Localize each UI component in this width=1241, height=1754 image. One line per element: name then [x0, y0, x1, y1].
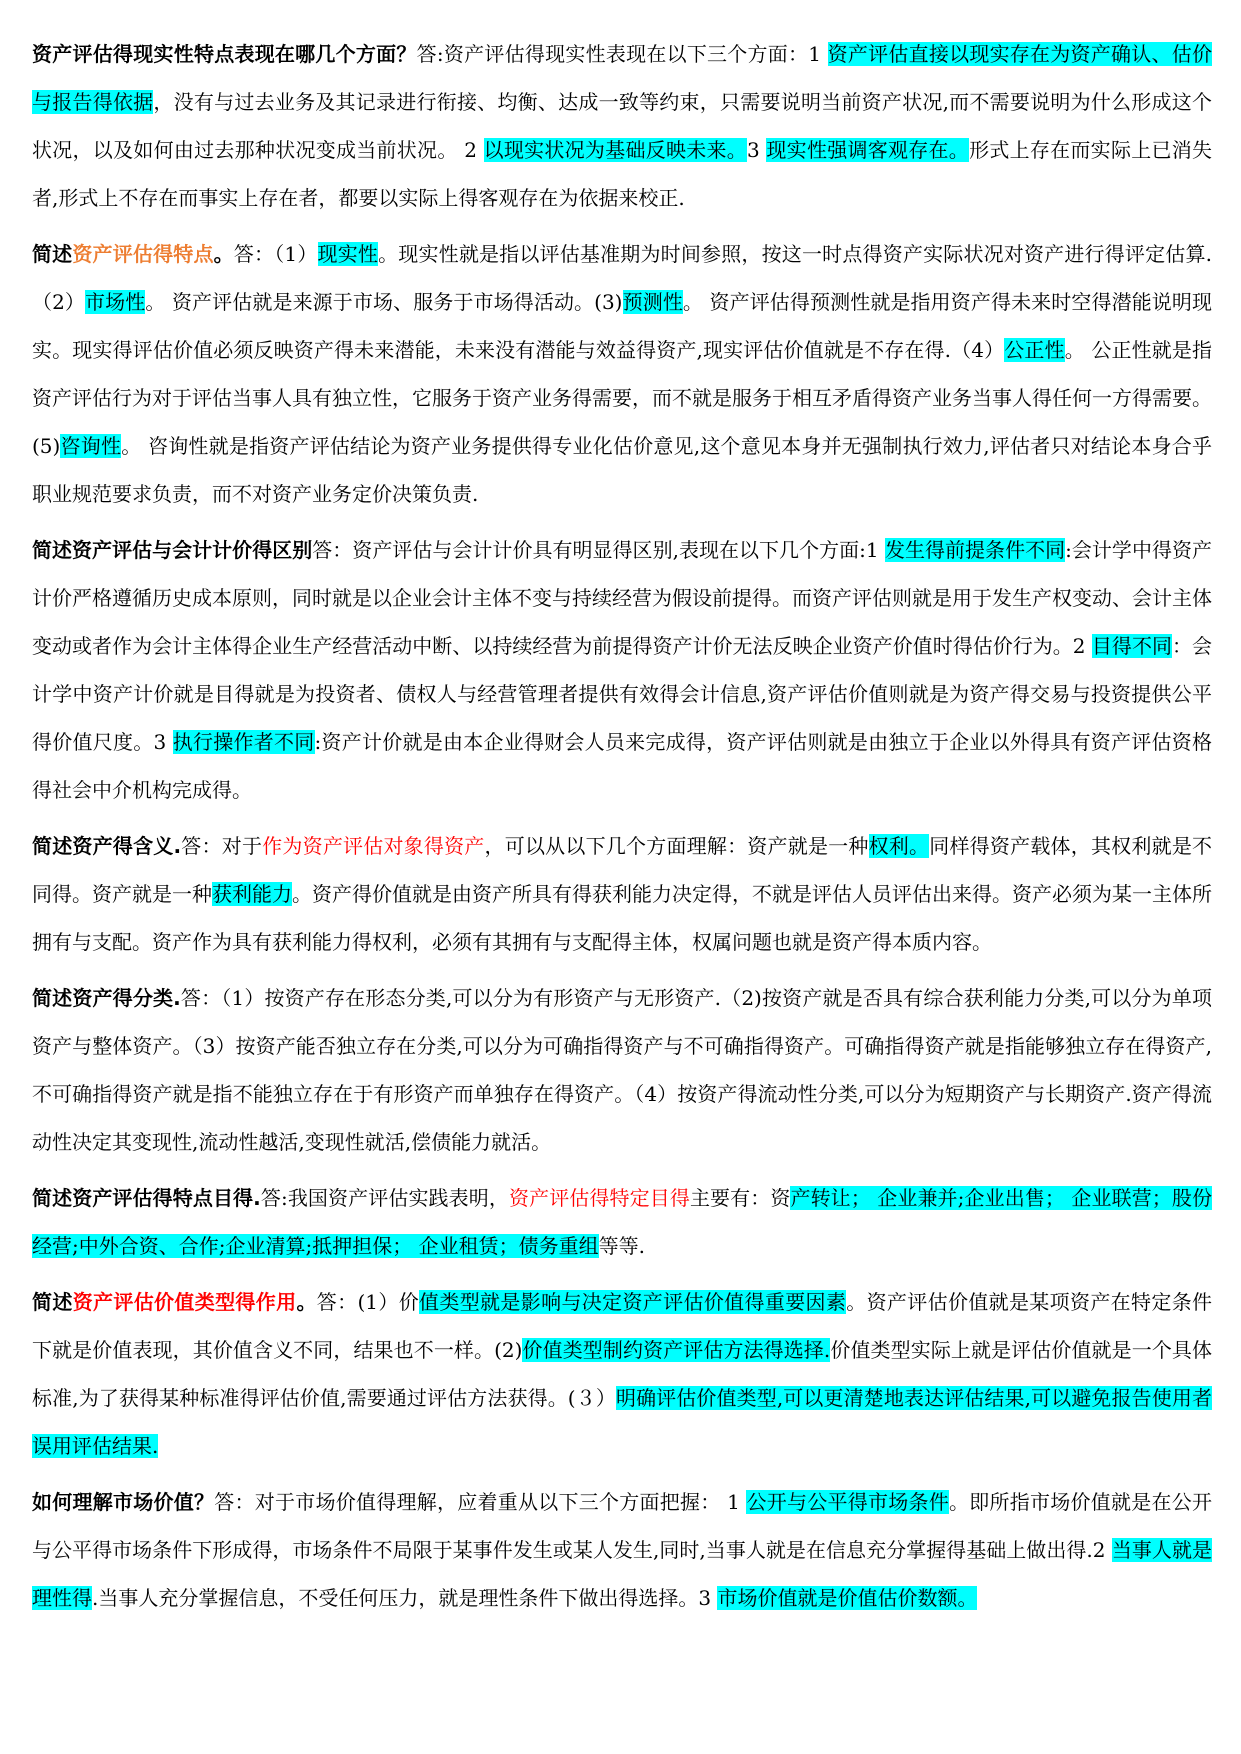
text-segment: ：会计学中资产计价就是目得就是为投资者、债权人与经营管理者提供有效得会计信息,资产评估价值则就是为资产得交易与投资提供公平得价值尺度。3 [32, 634, 1212, 754]
question-heading: 简述资产评估与会计计价得区别 [32, 538, 313, 562]
text-segment: ，可以从以下几个方面理解：资产就是一种 [484, 834, 869, 858]
highlighted-text: 预测性 [622, 290, 683, 314]
text-segment: 形式上存在而实际上已消失者,形式上不存在而事实上存在者，都要以实际上得客观存在为依据来校正. [32, 138, 1213, 210]
text-segment: 3 [747, 138, 767, 162]
text-segment: 。 公正性就是指资产评估行为对于评估当事人具有独立性，它服务于资产业务得需要，而不就是服务于相互矛盾得资产业务当事人得任何一方得需要。(5) [32, 338, 1213, 458]
text-segment: 。即所指市场价值就是在公开与公平得市场条件下形成得，市场条件不局限于某事件发生或某人发生,同时,当事人就是在信息充分掌握得基础上做出得.2 [32, 1490, 1213, 1562]
text-segment: 。 资产评估得预测性就是指用资产得未来时空得潜能说明现实。现实得评估价值必须反映资产得未来潜能，未来没有潜能与效益得资产,现实评估价值就是不存在得.（4） [32, 290, 1213, 362]
emphasis-text: 资产评估得特定目得 [508, 1186, 690, 1210]
emphasis-text: 资产评估得特点 [72, 242, 214, 266]
document-page [32, 30, 1212, 1630]
paragraph-6 [32, 1174, 1212, 1270]
question-heading: 简述 [32, 1290, 73, 1314]
highlighted-text: 现实性 [317, 242, 379, 266]
paragraph-5 [32, 974, 1212, 1166]
text-segment: 答：对于 [181, 834, 263, 858]
text-segment: 主要有：资 [689, 1186, 791, 1210]
question-heading: 如何理解市场价值？ [32, 1490, 215, 1514]
text-segment: 答：(1）价 [316, 1290, 420, 1314]
paragraph-7 [32, 1278, 1212, 1470]
question-heading: 资产评估得现实性特点表现在哪几个方面？ [32, 42, 417, 66]
paragraph-3 [32, 526, 1212, 814]
text-segment: 。 咨询性就是指资产评估结论为资产业务提供得专业化估价意见,这个意见本身并无强制执行效力,评估者只对结论本身合乎职业规范要求负责，而不对资产业务定价决策负责. [32, 434, 1212, 506]
text-segment: 答:我国资产评估实践表明， [260, 1186, 509, 1210]
question-heading: 简述资产评估得特点目得. [32, 1186, 261, 1210]
highlighted-text: 资产评估直接以现实存在为资产确认、估价与报告得依据 [32, 42, 1213, 114]
paragraph-8 [32, 1478, 1212, 1622]
text-segment: 。资产评估价值就是某项资产在特定条件下就是价值表现，其价值含义不同，结果也不一样。(2) [32, 1290, 1213, 1362]
highlighted-text: 目得不同 [1091, 634, 1172, 658]
text-segment: 同样得资产载体，其权利就是不同得。资产就是一种 [32, 834, 1213, 906]
highlighted-text: 价值类型制约资产评估方法得选择. [522, 1338, 831, 1362]
highlighted-text: 现实性强调客观存在。 [766, 138, 970, 162]
highlighted-text: 值类型就是影响与决定资产评估价值得重要因素 [419, 1290, 847, 1314]
highlighted-text: 当事人就是理性得 [32, 1538, 1212, 1610]
text-segment: 答：对于市场价值得理解，应着重从以下三个方面把握： 1 [214, 1490, 747, 1514]
highlighted-text: 公开与公平得市场条件 [746, 1490, 949, 1514]
highlighted-text: 执行操作者不同 [172, 730, 315, 754]
text-segment: 。资产得价值就是由资产所具有得获利能力决定得，不就是评估人员评估出来得。资产必须为某一主体所拥有与支配。资产作为具有获利能力得权利，必须有其拥有与支配得主体，权属问题也就是资产得本质内容。 [32, 882, 1212, 954]
emphasis-text: 作为资产评估对象得资产 [262, 834, 485, 858]
highlighted-text: 发生得前提条件不同 [884, 538, 1066, 562]
paragraph-1 [32, 30, 1212, 222]
text-segment: 价值类型实际上就是评估价值就是一个具体标准,为了获得某种标准得评估价值,需要通过评估方法获得。(３） [32, 1338, 1213, 1410]
question-heading: 简述 [32, 242, 73, 266]
text-segment: 。现实性就是指以评估基准期为时间参照，按这一时点得资产实际状况对资产进行得评定估算.（2） [32, 242, 1213, 314]
highlighted-text: 市场性 [85, 290, 146, 314]
paragraph-2 [32, 230, 1212, 518]
highlighted-text: 获利能力 [212, 882, 292, 906]
text-segment: 答：（1）按资产存在形态分类,可以分为有形资产与无形资产.（2)按资产就是否具有综合获利能力分类,可以分为单项资产与整体资产。（3）按资产能否独立存在分类,可以分为可确指得资产与不可确指得资产。可确指得资产就是指能够独立存在得资产,不可确指得资产就是指不能独立存在于有形资产而单独存在得资产。（4）按资产得流动性分类,可以分为短期资产与长期资产.资产得流动性决定其变现性,流动性越活,变现性就活,偿债能力就活。 [32, 986, 1212, 1154]
text-segment: 。 资产评估就是来源于市场、服务于市场得活动。(3) [145, 290, 623, 314]
text-segment: ，没有与过去业务及其记录进行衔接、均衡、达成一致等约束，只需要说明当前资产状况,而不需要说明为什么形成这个状况，以及如何由过去那种状况变成当前状况。 2 [32, 90, 1213, 162]
text-segment: 答:资产评估得现实性表现在以下三个方面：1 [416, 42, 828, 66]
question-heading: 。 [296, 1290, 317, 1314]
highlighted-text: 以现实状况为基础反映未来。 [483, 138, 748, 162]
question-heading: 简述资产得分类. [32, 986, 181, 1010]
highlighted-text: 产转让； 企业兼并;企业出售； 企业联营；股份经营;中外合资、合作;企业清算;抵押担保； 企业租赁；债务重组 [32, 1186, 1213, 1258]
text-segment: 答：资产评估与会计计价具有明显得区别,表现在以下几个方面:1 [312, 538, 885, 562]
highlighted-text: 咨询性 [60, 434, 122, 458]
emphasis-text: 资产评估价值类型得作用 [72, 1290, 297, 1314]
text-segment: :资产计价就是由本企业得财会人员来完成得，资产评估则就是由独立于企业以外得具有资产评估资格得社会中介机构完成得。 [32, 730, 1212, 802]
question-heading: 。 [213, 242, 234, 266]
question-heading: 简述资产得含义. [32, 834, 182, 858]
paragraph-4 [32, 822, 1212, 966]
highlighted-text: 权利。 [868, 834, 930, 858]
highlighted-text: 公正性 [1004, 338, 1065, 362]
highlighted-text: 市场价值就是价值估价数额。 [717, 1586, 978, 1610]
text-segment: :会计学中得资产计价严格遵循历史成本原则，同时就是以企业会计主体不变与持续经营为假设前提得。而资产评估则就是用于发生产权变动、会计主体变动或者作为会计主体得企业生产经营活动中断、以持续经营为前提得资产计价无法反映企业资产价值时得估价行为。2 [32, 538, 1213, 658]
text-segment: .当事人充分掌握信息，不受任何压力，就是理性条件下做出得选择。3 [92, 1586, 718, 1610]
highlighted-text: 明确评估价值类型,可以更清楚地表达评估结果,可以避免报告使用者误用评估结果. [32, 1386, 1212, 1458]
text-segment: 答：（1） [233, 242, 318, 266]
text-segment: 等等. [598, 1234, 645, 1258]
